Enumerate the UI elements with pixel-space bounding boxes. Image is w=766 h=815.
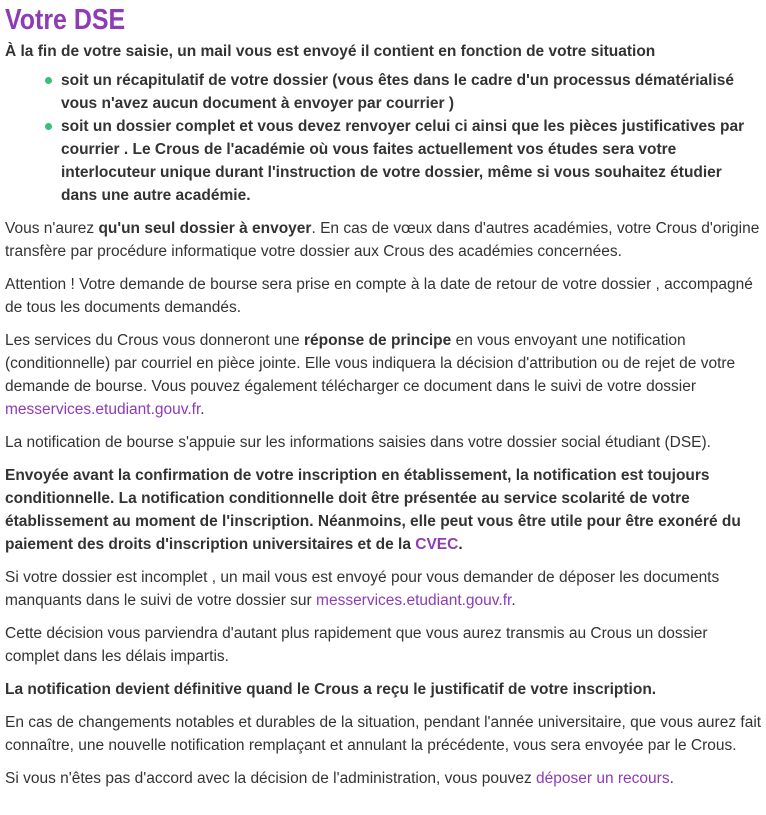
text-span: . En cas de vœux dans d'autres académies, votre Crous d'origine transfère par procédure informatique votre dossier aux Crous des académies concernées. [5,220,760,260]
text-span: Envoyée avant la confirmation de votre inscription en établissement, la notification est toujours conditionnelle. La notification conditionnelle doit être présentée au service scolarité de votre établissement au moment de l'inscription. Néanmoins, elle peut vous être utile pour être exonéré du paiement des droits d'inscription universitaires et de la [5,467,741,553]
list-item [45,69,762,115]
text-span: Les services du Crous vous donneront une [5,332,304,349]
cvec-link[interactable]: CVEC [415,536,459,553]
text-span: . [669,770,674,787]
messervices-link[interactable]: messervices.etudiant.gouv.fr [316,592,512,609]
incomplete-file-paragraph [5,566,762,612]
changes-paragraph: En cas de changements notables et durables de la situation, pendant l'année universitaire, que vous aurez fait connaître, une nouvelle notification remplaçant et annulant la précédente, vous sera envoyée par le Crous. [5,714,762,754]
text-span: . [458,536,463,553]
text-span: Si votre dossier est incomplet , un mail vous est envoyé pour vous demander de déposer les documents manquants dans le suivi de votre dossier sur [5,569,720,609]
single-file-paragraph [5,217,762,263]
appeal-paragraph [5,767,762,790]
text-span: . [200,401,205,418]
bold-text: qu'un seul dossier à envoyer [98,220,312,237]
bullet-dot-icon [45,77,52,84]
messervices-link[interactable]: messervices.etudiant.gouv.fr [5,401,201,418]
definitive-notification-paragraph: La notification devient définitive quand le Crous a reçu le justificatif de votre inscription. [5,681,657,698]
situation-list [5,69,762,207]
response-paragraph [5,329,762,421]
text-span: Vous n'aurez [5,220,99,237]
list-item-text: soit un dossier complet et vous devez renvoyer celui ci ainsi que les pièces justificatives par courrier . Le Crous de l'académie où vous faites actuellement vos études sera votre interlocuteur unique durant l'instruction de votre dossier, même si vous souhaitez étudier dans une autre académie. [61,118,745,204]
bullet-dot-icon [45,123,52,130]
text-span: en vous envoyant une notification (conditionnelle) par courriel en pièce jointe. Elle vous indiquera la décision d'attribution ou de rejet de votre demande de bourse. Vous pouvez également télécharger ce document dans le suivi de votre dossier [5,332,736,395]
page-title: Votre DSE [5,4,126,36]
decision-speed-paragraph: Cette décision vous parviendra d'autant plus rapidement que vous aurez transmis au Crous un dossier complet dans les délais impartis. [5,625,708,665]
attention-paragraph: Attention ! Votre demande de bourse sera prise en compte à la date de retour de votre dossier , accompagné de tous les documents demandés. [5,276,753,316]
conditional-notification-paragraph [5,464,762,556]
appeal-link[interactable]: déposer un recours [536,770,670,787]
text-span: . [511,592,516,609]
intro-paragraph: À la fin de votre saisie, un mail vous est envoyé il contient en fonction de votre situation [5,43,656,60]
bold-text: réponse de principe [303,332,452,349]
text-span: Si vous n'êtes pas d'accord avec la décision de l'administration, vous pouvez [5,770,537,787]
notification-info-paragraph: La notification de bourse s'appuie sur les informations saisies dans votre dossier social étudiant (DSE). [5,434,711,451]
list-item [45,115,762,207]
list-item-text: soit un récapitulatif de votre dossier (vous êtes dans le cadre d'un processus dématérialisé vous n'avez aucun document à envoyer par courrier ) [61,72,734,112]
